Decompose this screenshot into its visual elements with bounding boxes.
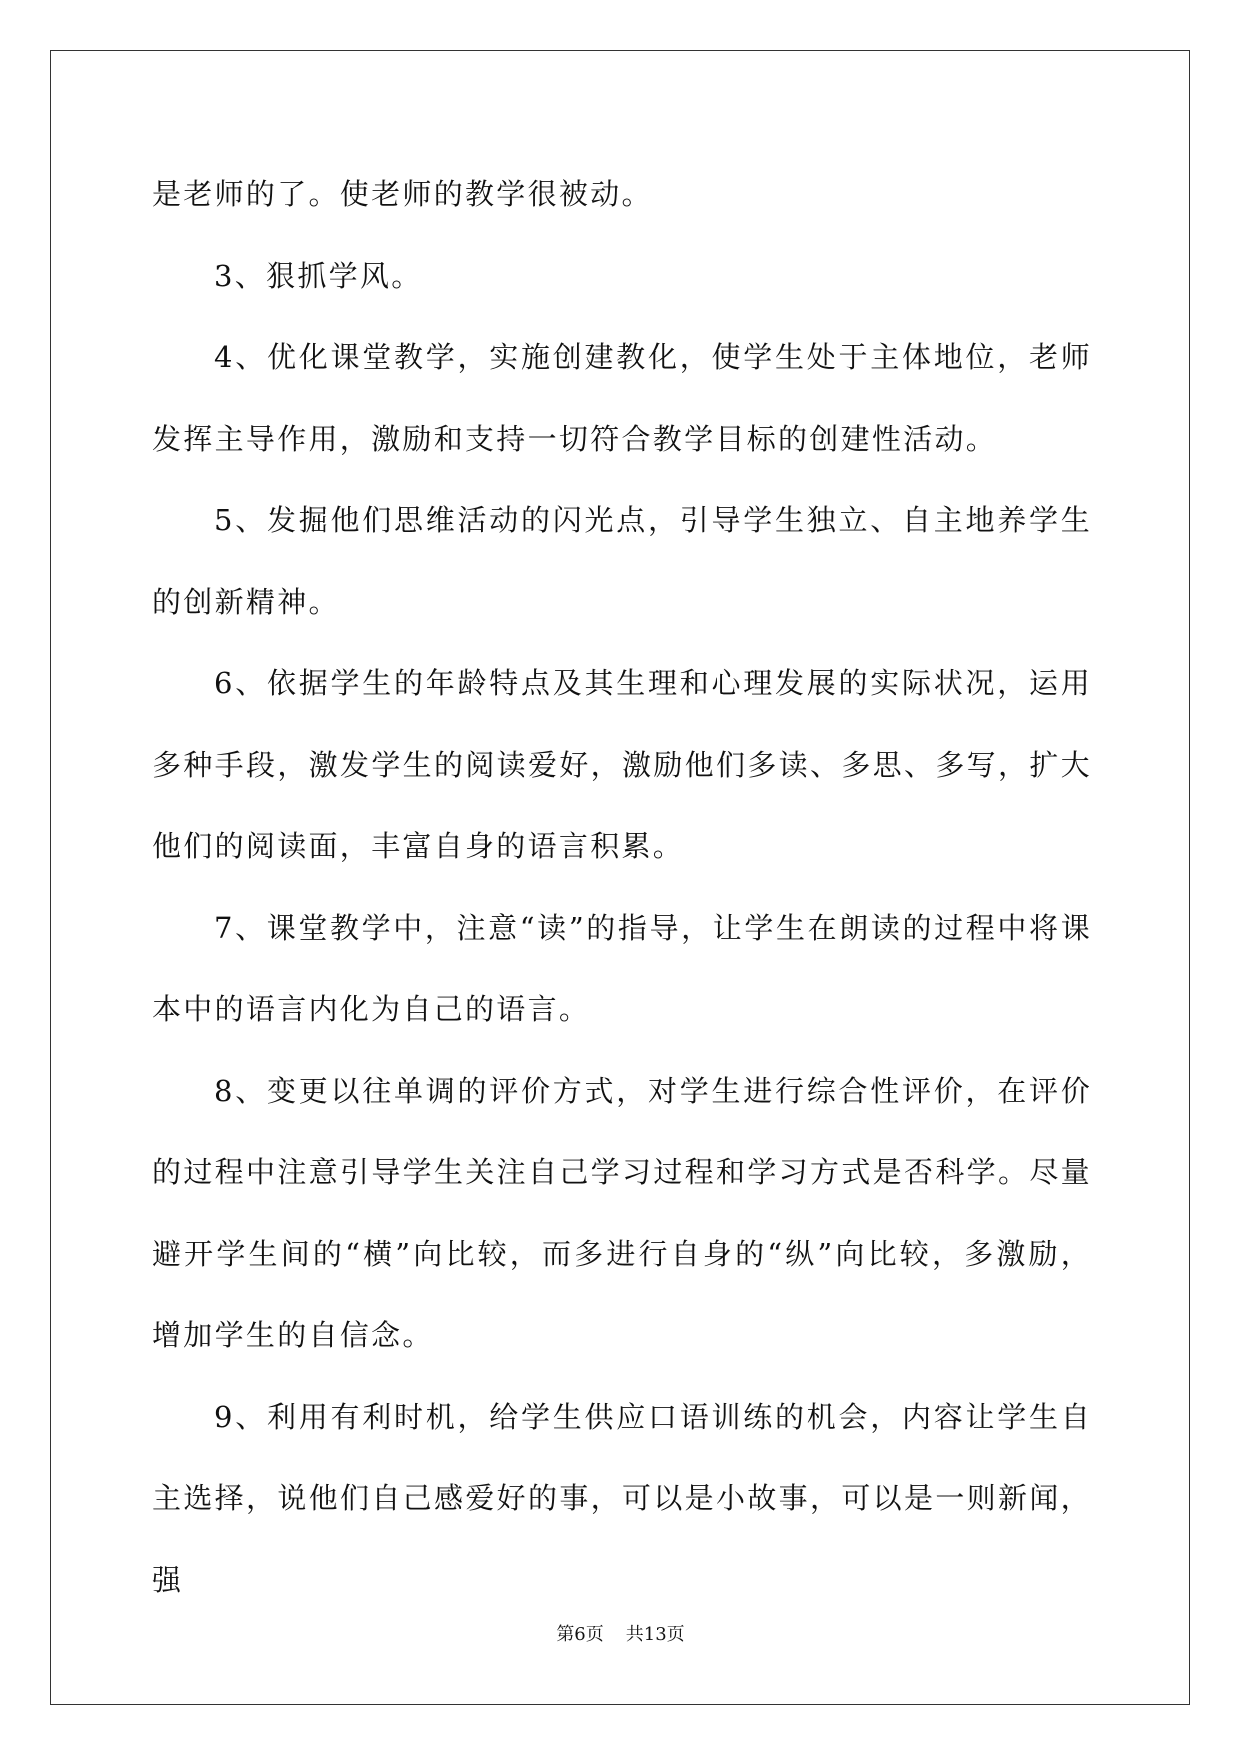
- page-total: 共13页: [625, 1624, 685, 1645]
- document-body: [152, 154, 1092, 1621]
- paragraph-5: 6、依据学生的年龄特点及其生理和心理发展的实际状况，运用多种手段，激发学生的阅读爱好，激励他们多读、多思、多写，扩大他们的阅读面，丰富自身的语言积累。: [152, 666, 1092, 863]
- paragraph-3: 4、优化课堂教学，实施创建教化，使学生处于主体地位，老师发挥主导作用，激励和支持一切符合教学目标的创建性活动。: [152, 340, 1092, 456]
- paragraph-4: 5、发掘他们思维活动的闪光点，引导学生独立、自主地养学生的创新精神。: [152, 503, 1092, 619]
- paragraph-1: 是老师的了。使老师的教学很被动。: [152, 177, 653, 211]
- paragraph-8: 9、利用有利时机，给学生供应口语训练的机会，内容让学生自主选择，说他们自己感爱好的事，可以是小故事，可以是一则新闻，强: [152, 1399, 1092, 1597]
- paragraph-7: 8、变更以往单调的评价方式，对学生进行综合性评价，在评价的过程中注意引导学生关注自己学习过程和学习方式是否科学。尽量避开学生间的“横”向比较，而多进行自身的“纵”向比较，多激励，增加学生的自信念。: [152, 1073, 1092, 1352]
- page-number: 第6页: [556, 1624, 604, 1645]
- page-footer: [0, 1623, 1241, 1647]
- paragraph-6: 7、课堂教学中，注意“读”的指导，让学生在朗读的过程中将课本中的语言内化为自己的语言。: [152, 910, 1092, 1026]
- paragraph-2: 3、狠抓学风。: [214, 258, 423, 293]
